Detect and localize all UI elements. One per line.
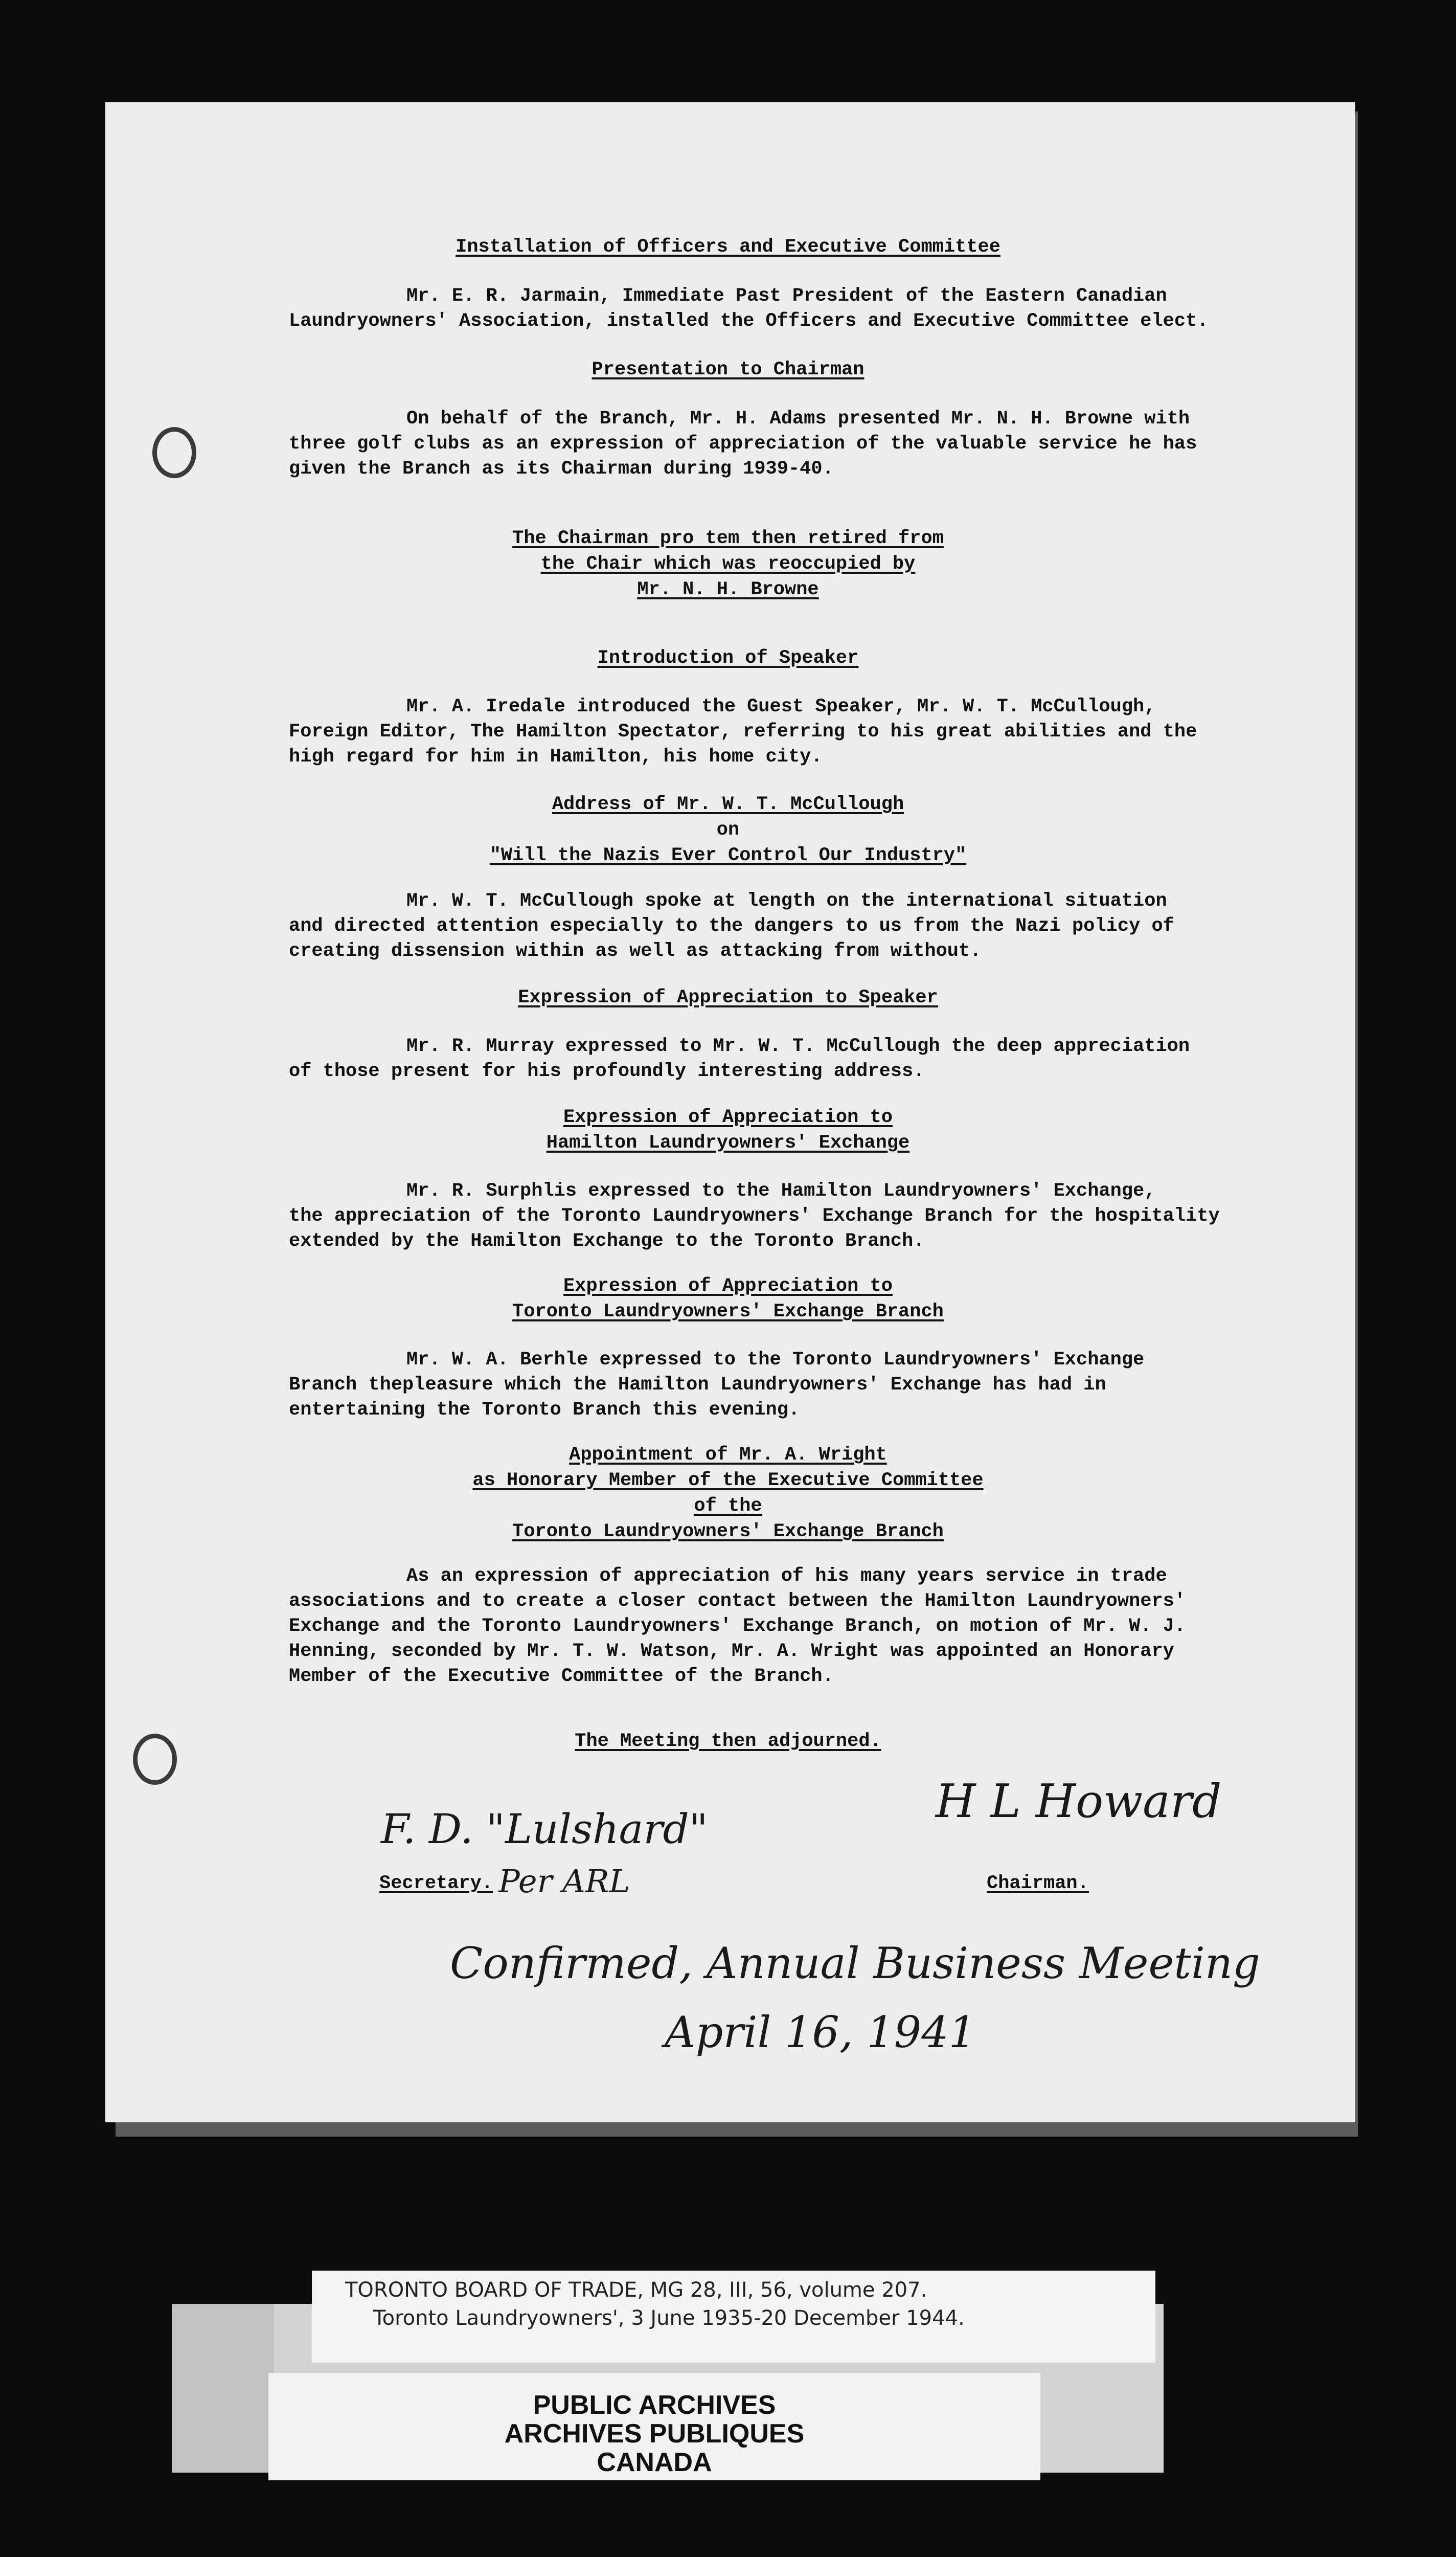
public-archives-stamp-text bbox=[268, 2391, 1040, 2477]
stamp-line-canada: CANADA bbox=[597, 2448, 712, 2477]
archive-label-tab bbox=[172, 2304, 274, 2473]
meeting-adjourned: The Meeting then adjourned. bbox=[575, 1731, 881, 1752]
paragraph-appointment: As an expression of appreciation of his many years service in trade associations and to create a closer contact between the Hamilton Laundryowners' Exchange and the Toronto Laundryowners' Exchange Branch, on motion of Mr. W. J. Henning, seconded by Mr. T. W. Watson, Mr. A. Wright was appointed an Honorary Member of the Executive Committee of the Branch. bbox=[289, 1565, 1186, 1687]
secretary-per-signature: Per ARL bbox=[498, 1863, 630, 1900]
heading-installation: Installation of Officers and Executive Committee bbox=[456, 236, 1000, 258]
stamp-line-archives-publiques: ARCHIVES PUBLIQUES bbox=[504, 2419, 805, 2449]
heading-presentation: Presentation to Chairman bbox=[592, 359, 864, 380]
paragraph-appreciation-speaker: Mr. R. Murray expressed to Mr. W. T. McCullough the deep appreciation of those present for his profoundly interesting address. bbox=[289, 1036, 1190, 1082]
heading-appointment: Appointment of Mr. A. Wright as Honorary Member of the Executive Committee of the Toronto Laundryowners' Exchange Branch bbox=[472, 1444, 984, 1542]
handwritten-confirmed-date: April 16, 1941 bbox=[665, 2007, 976, 2057]
paragraph-presentation: On behalf of the Branch, Mr. H. Adams presented Mr. N. H. Browne with three golf clubs as an expression of appreciation of the valuable service he has given the Branch as its Chairman during 1939-40. bbox=[289, 408, 1197, 480]
paragraph-installation: Mr. E. R. Jarmain, Immediate Past President of the Eastern Canadian Laundryowners' Association, installed the Officers and Executive Committee elect. bbox=[289, 285, 1209, 332]
heading-appreciation-speaker: Expression of Appreciation to Speaker bbox=[518, 987, 938, 1008]
secretary-label: Secretary. bbox=[379, 1873, 493, 1894]
stamp-line-public-archives: PUBLIC ARCHIVES bbox=[533, 2390, 776, 2420]
chairman-signature: H L Howard bbox=[936, 1775, 1222, 1828]
binder-hole-top bbox=[152, 427, 196, 478]
archive-citation-line1: TORONTO BOARD OF TRADE, MG 28, III, 56, volume 207. bbox=[345, 2278, 927, 2302]
secretary-signature: F. D. "Lulshard" bbox=[381, 1805, 708, 1853]
handwritten-confirmed-note: Confirmed, Annual Business Meeting bbox=[450, 1938, 1260, 1988]
paragraph-introduction-speaker: Mr. A. Iredale introduced the Guest Speaker, Mr. W. T. McCullough, Foreign Editor, The Hamilton Spectator, referring to his great abilities and the high regard for him in Hamilton, his home city. bbox=[289, 696, 1197, 768]
heading-address: Address of Mr. W. T. McCullough on "Will the Nazis Ever Control Our Industry" bbox=[489, 794, 967, 866]
paragraph-appreciation-hamilton: Mr. R. Surphlis expressed to the Hamilton Laundryowners' Exchange, the appreciation of the Toronto Laundryowners' Exchange Branch for the hospitality extended by the Hamilton Exchange to the Toronto Branch. bbox=[289, 1180, 1220, 1252]
heading-introduction-speaker: Introduction of Speaker bbox=[597, 647, 859, 669]
heading-chair-reoccupied: The Chairman pro tem then retired from the Chair which was reoccupied by Mr. N. H. Browne bbox=[512, 528, 944, 600]
heading-appreciation-hamilton: Expression of Appreciation to Hamilton Laundryowners' Exchange bbox=[546, 1107, 910, 1154]
archive-citation-line2: Toronto Laundryowners', 3 June 1935-20 December 1944. bbox=[373, 2306, 965, 2330]
paragraph-address: Mr. W. T. McCullough spoke at length on the international situation and directed attention especially to the dangers to us from the Nazi policy of creating dissension within as well as attacking from without. bbox=[289, 890, 1174, 962]
heading-appreciation-toronto: Expression of Appreciation to Toronto Laundryowners' Exchange Branch bbox=[512, 1275, 944, 1322]
paragraph-appreciation-toronto: Mr. W. A. Berhle expressed to the Toronto Laundryowners' Exchange Branch thepleasure which the Hamilton Laundryowners' Exchange has had in entertaining the Toronto Branch this evening. bbox=[289, 1349, 1145, 1421]
chairman-label: Chairman. bbox=[987, 1873, 1089, 1894]
